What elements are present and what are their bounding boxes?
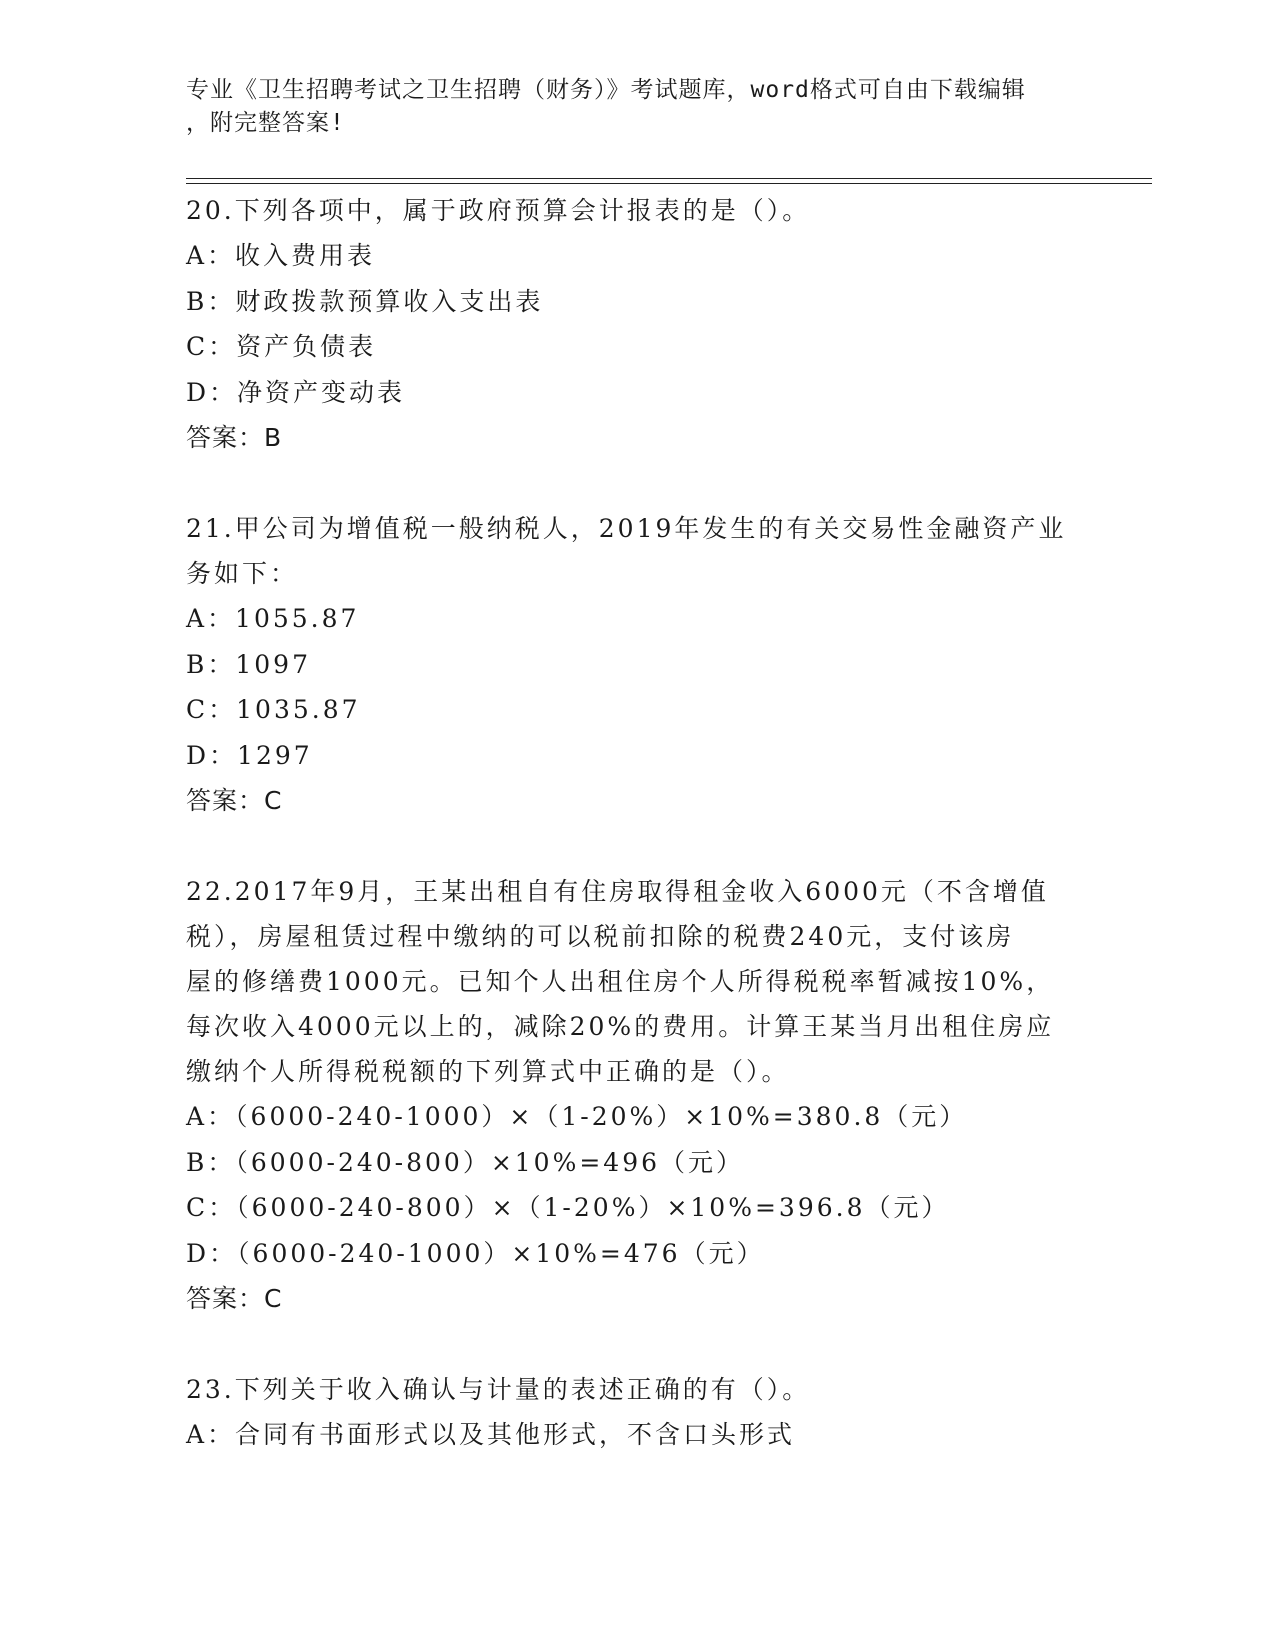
option-a: A：（6000-240-1000）×（1-20%）×10%=380.8（元）: [186, 1102, 968, 1131]
option-b: B：财政拨款预算收入支出表: [186, 286, 544, 316]
document-header: [186, 74, 1066, 140]
question-list: [186, 188, 1086, 1458]
question-title: 23.下列关于收入确认与计量的表述正确的有（）。: [186, 1375, 811, 1404]
header-divider-top: [186, 178, 1152, 179]
option-d: D：1297: [186, 740, 313, 770]
option-b: B：（6000-240-800）×10%=496（元）: [186, 1147, 745, 1177]
spacer: [186, 823, 1086, 869]
question-title: 每次收入4000元以上的，减除20%的费用。计算王某当月出租住房应: [186, 1012, 1055, 1041]
answer: 答案：C: [186, 786, 283, 815]
option-b: B：1097: [186, 649, 311, 679]
question-title: 务如下：: [186, 559, 299, 588]
option-c: C：（6000-240-800）×（1-20%）×10%=396.8（元）: [186, 1193, 950, 1222]
header-divider-bottom: [186, 183, 1152, 184]
option-a: A：收入费用表: [186, 241, 376, 270]
question-23: [186, 1367, 1086, 1458]
option-c: C：资产负债表: [186, 332, 377, 361]
question-title: 21.甲公司为增值税一般纳税人，2019年发生的有关交易性金融资产业: [186, 514, 1067, 543]
question-title: 缴纳个人所得税税额的下列算式中正确的是（）。: [186, 1057, 790, 1086]
header-line-2: ，附完整答案!: [186, 110, 345, 136]
answer: 答案：C: [186, 1284, 283, 1313]
option-d: D：净资产变动表: [186, 377, 406, 407]
question-20: [186, 188, 1086, 460]
option-a: A：合同有书面形式以及其他形式，不含口头形式: [186, 1420, 796, 1449]
spacer: [186, 1321, 1086, 1367]
question-title: 20.下列各项中，属于政府预算会计报表的是（）。: [186, 196, 811, 225]
question-title: 屋的修缮费1000元。已知个人出租住房个人所得税税率暂减按10%，: [186, 967, 1055, 996]
option-d: D：（6000-240-1000）×10%=476（元）: [186, 1238, 765, 1268]
question-title: 税），房屋租赁过程中缴纳的可以税前扣除的税费240元，支付该房: [186, 922, 1015, 951]
answer: 答案：B: [186, 423, 283, 452]
option-c: C：1035.87: [186, 695, 361, 724]
question-21: [186, 506, 1086, 823]
option-a: A：1055.87: [186, 604, 360, 633]
spacer: [186, 460, 1086, 506]
question-title: 22.2017年9月，王某出租自有住房取得租金收入6000元（不含增值: [186, 877, 1049, 906]
question-22: [186, 869, 1086, 1321]
header-line-1: 专业《卫生招聘考试之卫生招聘（财务）》考试题库，word格式可自由下载编辑: [186, 77, 1026, 103]
